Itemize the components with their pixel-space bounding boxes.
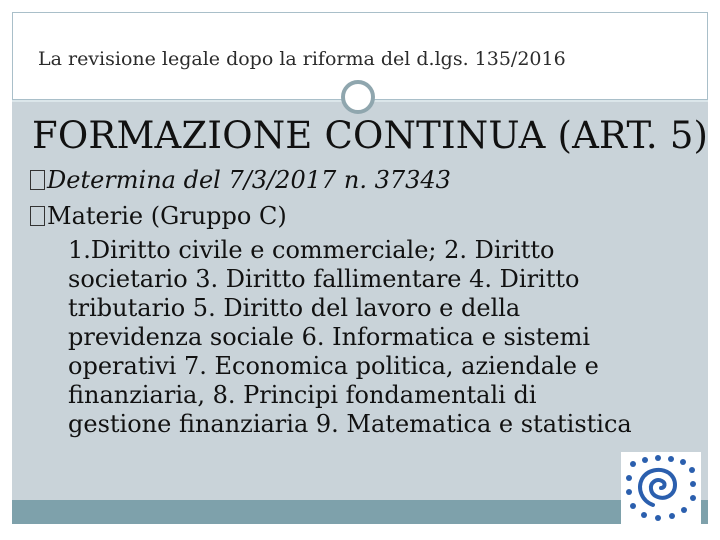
ring-ornament-icon	[341, 80, 375, 114]
slide-title: FORMAZIONE CONTINUA (ART. 5)	[32, 114, 709, 157]
subject-line: societario 3. Diritto fallimentare 4. Diritto	[68, 265, 580, 293]
subject-line: previdenza sociale 6. Informatica e sistemi	[68, 323, 591, 351]
bullet-text: Materie (Gruppo C)	[47, 202, 287, 230]
spiral-logo-icon	[621, 452, 701, 524]
checkbox-glyph-icon	[30, 206, 45, 226]
bullet-text: Determina del 7/3/2017 n. 37343	[47, 166, 451, 194]
footer-band	[12, 500, 708, 524]
subject-line: gestione finanziaria 9. Matematica e statistica	[68, 410, 632, 438]
subject-line: finanziaria, 8. Principi fondamentali di	[68, 381, 537, 409]
subject-line: operativi 7. Economica politica, aziendale e	[68, 352, 599, 380]
subject-line: tributario 5. Diritto del lavoro e della	[68, 294, 521, 322]
subject-line: 1.Diritto civile e commerciale; 2. Diritto	[68, 236, 555, 264]
bullet-item	[30, 166, 451, 194]
header-title: La revisione legale dopo la riforma del d.lgs. 135/2016	[38, 48, 566, 70]
bullet-item	[30, 202, 287, 230]
checkbox-glyph-icon	[30, 170, 45, 190]
